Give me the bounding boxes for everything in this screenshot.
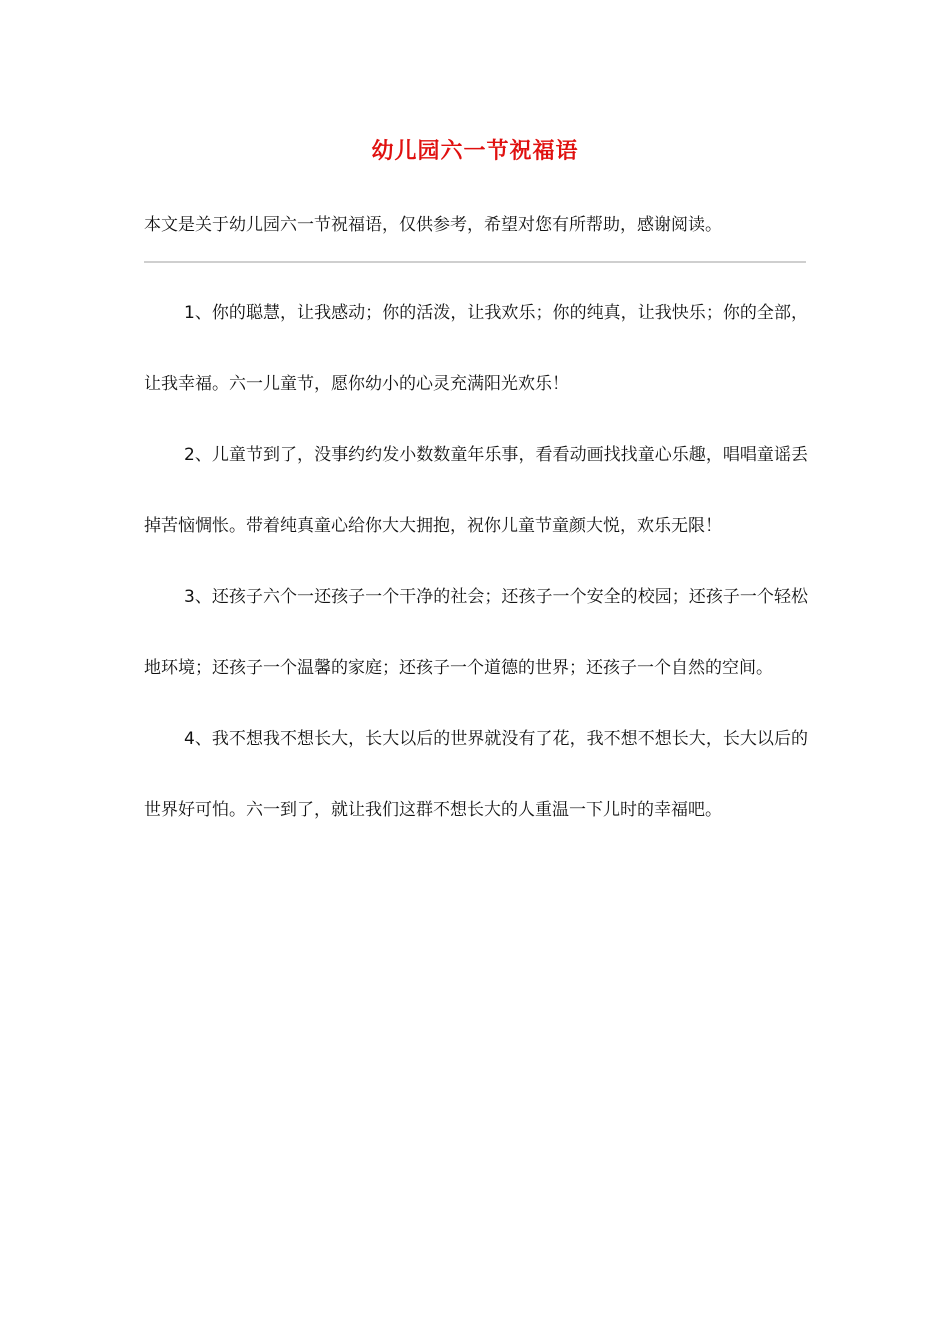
paragraph-3: 3、还孩子六个一还孩子一个干净的社会；还孩子一个安全的校园；还孩子一个轻松地环境；还孩子一个温馨的家庭；还孩子一个道德的世界；还孩子一个自然的空间。 [144,587,808,678]
document-body [144,278,808,846]
paragraph-1: 1、你的聪慧，让我感动；你的活泼，让我欢乐；你的纯真，让我快乐；你的全部，让我幸福。六一儿童节，愿你幼小的心灵充满阳光欢乐！ [144,303,808,394]
paragraph-2: 2、儿童节到了，没事约约发小数数童年乐事，看看动画找找童心乐趣，唱唱童谣丢掉苦恼惆怅。带着纯真童心给你大大拥抱，祝你儿童节童颜大悦，欢乐无限！ [144,445,808,536]
document-title: 幼儿园六一节祝福语 [371,139,579,164]
paragraph-4: 4、我不想我不想长大，长大以后的世界就没有了花，我不想不想长大，长大以后的世界好可怕。六一到了，就让我们这群不想长大的人重温一下儿时的幸福吧。 [144,729,808,820]
divider-line [144,261,806,263]
intro-text: 本文是关于幼儿园六一节祝福语，仅供参考，希望对您有所帮助，感谢阅读。 [144,215,722,235]
